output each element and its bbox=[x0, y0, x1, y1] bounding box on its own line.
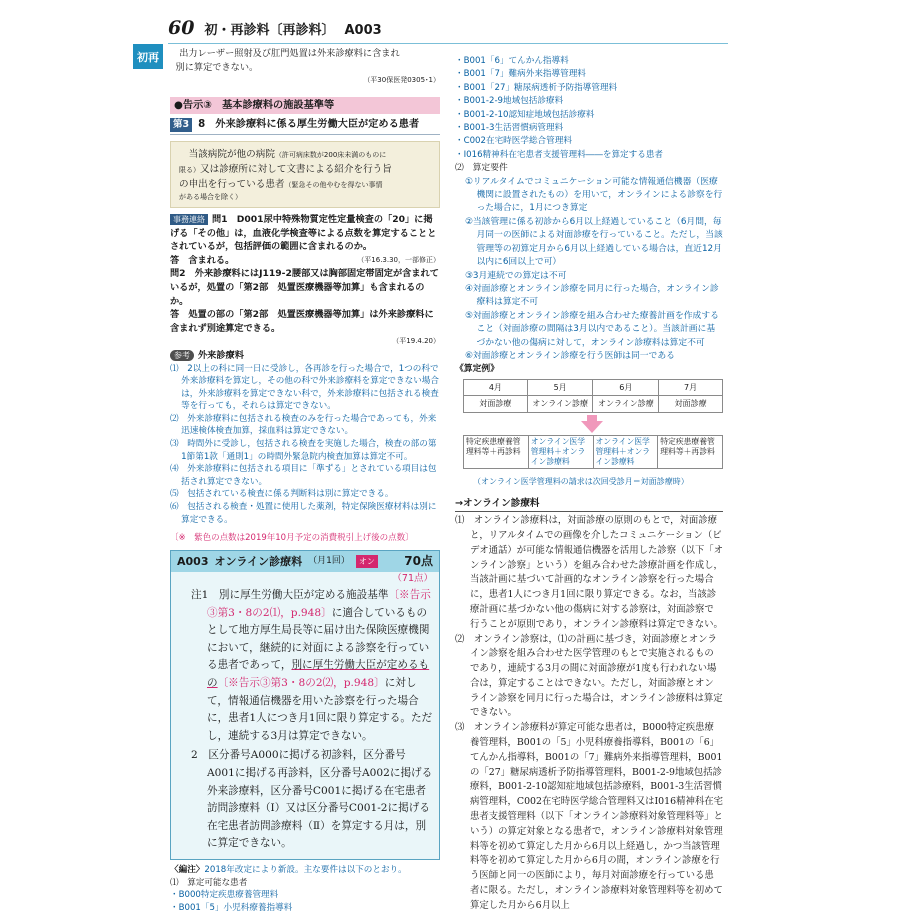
note-2: 2 区分番号A000に掲げる初診料，区分番号A001に掲げる再診料，区分番号A002に掲げる外来診療料，区分番号C001に掲げる在宅患者訪問診療料（Ⅰ）又は区分番号C001-2に掲げる在宅患者訪問診療料（Ⅱ）を算定する月は，別に算定できない。 bbox=[191, 749, 433, 850]
visit-type-cell: オンライン診療 bbox=[593, 396, 659, 413]
reference-title: 外来診療料 bbox=[198, 349, 244, 361]
beige-small-2: 限る） bbox=[179, 165, 200, 174]
question-1: 問1 D001尿中特殊物質定性定量検査の「20」に掲げる「その他」は，血液化学検査等による点数を算定することとされているが，包括評価の範囲に含まれるのか。 bbox=[170, 213, 437, 253]
answer-2-ref: （平19.4.20） bbox=[392, 337, 440, 346]
requirement-rule: ①リアルタイムでコミュニケーション可能な情報通信機器（医療機関に設置されたもの）を用いて，オンラインによる診察を行った場合に，1月につき算定 bbox=[465, 176, 723, 214]
example-schedule-table bbox=[463, 379, 723, 413]
beige-small-3: （緊急その他やむを得ない事情 bbox=[284, 180, 383, 189]
page-header bbox=[168, 17, 382, 43]
eligible-fee-item: ・B001-2-9地域包括診療料 bbox=[455, 96, 564, 107]
fee-points-revised: （71点） bbox=[392, 573, 433, 585]
eligible-fee-item: ・B001「27」糖尿病透析予防指導管理料 bbox=[455, 82, 618, 93]
example-footnote: （オンライン医学管理料の請求は次回受診月＝対面診療時） bbox=[473, 476, 689, 486]
requirement-heading-2: ⑵ 算定要件 bbox=[455, 163, 508, 174]
online-fee-body bbox=[455, 514, 723, 914]
fee-combo-cell: オンライン医学管理料＋オンライン診療料 bbox=[593, 435, 658, 468]
eligible-fee-item: ・C002在宅時医学総合管理料 bbox=[455, 136, 572, 147]
intro-line-1: 出力レーザー照射及び肛門処置は外来診療料に含まれ bbox=[179, 48, 400, 59]
requirement-heading-1: ⑴ 算定可能な患者 bbox=[170, 877, 248, 888]
dai3-heading bbox=[170, 118, 440, 135]
body-paragraph: ⑴ オンライン診療料は，対面診療の原則のもとで，対面診療と，リアルタイムでの画像を介したコミュニケーション（ビデオ通話）が可能な情報通信機器を活用した診察（以下「オンライン診察」という）を組み合わせた診療計画を作成し，当該計画に基づいて計画的なオンライン診察を行った場合に，患者1人につき月1回に限り算定できる。なお，当該診療計画に基づかない他の傷病に対する診察は，対面診察で行うことが原則であり，オンライン診療料は算定できない。 bbox=[455, 515, 723, 630]
tax-notice: 〔※ 紫色の点数は2019年10月予定の消費税引上げ後の点数〕 bbox=[170, 533, 414, 544]
beige-text-2: 又は診療所に対して文書による紹介を行う旨 bbox=[200, 163, 392, 175]
visit-type-cell: オンライン診療 bbox=[527, 396, 593, 413]
fee-combo-cell: 特定疾患療養管理料等＋再診料 bbox=[464, 435, 529, 468]
online-fee-section-title: →オンライン診療料 bbox=[455, 497, 723, 513]
reference-item: ⑵ 外来診療料に包括される検査のみを行った場合であっても，外来迅速検体検査加算，採血料は算定できない。 bbox=[170, 413, 437, 437]
fee-heading bbox=[171, 551, 439, 573]
down-arrow-head-icon bbox=[581, 421, 603, 433]
reference-item: ⑴ 2以上の科に同一日に受診し，各再診を行った場合で，1つの科で外来診療料を算定し，その他の科で外来診療料を算定できない場合は，外来診療料を算定できない科で，外来診療料に包括される検査等を行っても，それらは算定できない。 bbox=[170, 363, 439, 412]
requirement-item: ・B000特定疾患療養管理料 bbox=[170, 890, 279, 901]
answer-1: 答 含まれる。 bbox=[170, 254, 235, 266]
month-cell: 6月 bbox=[593, 379, 659, 396]
eligible-fee-item: ・B001-2-10認知症地域包括診療料 bbox=[455, 109, 595, 120]
header-rule bbox=[168, 43, 728, 44]
online-tag: オン bbox=[356, 555, 378, 569]
visit-type-cell: 対面診療 bbox=[659, 396, 723, 413]
requirement-rule: ③3月連続での算定は不可 bbox=[465, 270, 567, 281]
reference-item: ⑶ 時間外に受診し，包括される検査を実施した場合，検査の部の第1節第1款「通則1」の時間外緊急院内検査加算は算定不可。 bbox=[170, 439, 437, 462]
fee-combo-cell: オンライン医学管理料＋オンライン診療料 bbox=[528, 435, 593, 468]
requirement-item: ・B001「5」小児科療養指導料 bbox=[170, 902, 293, 913]
beige-small-4: がある場合を除く） bbox=[179, 192, 242, 201]
answer-2: 答 処置の部の「第2部 処置医療機器等加算」は外来診療料に含まれず別途算定できる。 bbox=[170, 309, 434, 334]
reference-item: ⑸ 包括されている検査に係る判断料は別に算定できる。 bbox=[170, 489, 394, 500]
reference-label: 参考 bbox=[170, 350, 194, 361]
reference-item: ⑹ 包括される検査・処置に使用した薬剤，特定保険医療材料は別に算定できる。 bbox=[170, 502, 437, 525]
requirement-rule: ⑥対面診療とオンライン診療を行う医師は同一である bbox=[465, 350, 675, 361]
page-number: 60 bbox=[168, 17, 195, 39]
jimu-label: 事務連絡 bbox=[170, 214, 208, 225]
intro-line-2: 別に算定できない。 bbox=[175, 61, 259, 73]
month-cell: 5月 bbox=[527, 379, 593, 396]
body-paragraph: ⑵ オンライン診察は，⑴の計画に基づき，対面診療とオンライン診察を組み合わせた医学管理のもとで実施されるものであり，連続する3月の間に対面診療が1度も行われない場合は，算定することはできない。ただし，対面診療とオンライン診察を同月に行った場合は，オンライン診療料は算定できない。 bbox=[455, 633, 723, 719]
beige-text-3: の申出を行っている患者 bbox=[179, 178, 285, 190]
fee-points: 70点 bbox=[404, 553, 433, 568]
note-1: 注1 別に厚生労働大臣が定める施設基準〔※告示③第3・8の2⑴，p.948〕に適合しているものとして地方厚生局長等に届け出た保険医療機関において，継続的に対面による診察を行っている患者であって，別に厚生労働大臣が定めるもの〔※告示③第3・8の2⑵，p.948〕に対して，情報通信機器を用いた診察を行った場合に，患者1人につき月1回に限り算定する。ただし，連続する3月は算定できない。 bbox=[191, 589, 433, 742]
reference-block bbox=[170, 349, 440, 526]
editor-note-text: 2018年改定により新設。主な要件は以下のとおり。 bbox=[204, 864, 407, 875]
requirement-rule: ②当該管理に係る初診から6月以上経過していること（6月間，毎月同一の医師による対面診療を行っていること。ただし，当該管理等の初算定月から6月以上経過している場合は，直近12月以内に6回以上で可） bbox=[465, 216, 723, 268]
side-index-tab[interactable]: 初再 bbox=[133, 44, 163, 69]
beige-small-1: （許可病床数が200床未満のものに bbox=[274, 150, 387, 159]
requirement-rule: ④対面診療とオンライン診療を同月に行った場合，オンライン診療料は算定不可 bbox=[465, 283, 719, 308]
visit-type-cell: 対面診療 bbox=[464, 396, 528, 413]
kokuji-heading: ●告示③ 基本診療料の施設基準等 bbox=[170, 97, 440, 115]
left-column bbox=[170, 47, 440, 914]
month-cell: 4月 bbox=[464, 379, 528, 396]
header-title: 初・再診料〔再診料〕 bbox=[204, 23, 335, 38]
intro-ref: （平30保医発0305･1） bbox=[363, 76, 440, 85]
fee-code: A003 bbox=[177, 554, 209, 568]
eligible-fee-item: ・B001-3生活習慣病管理料 bbox=[455, 123, 564, 134]
fee-name: オンライン診療料 bbox=[214, 554, 303, 568]
a003-fee-box bbox=[170, 550, 440, 860]
reference-item: ⑷ 外来診療料に包括される項目に「準ずる」とされている項目は包括され算定できない。 bbox=[170, 464, 437, 487]
dai3-badge: 第3 bbox=[170, 118, 192, 132]
editor-note bbox=[170, 864, 440, 914]
beige-text-1: 当該病院が他の病院 bbox=[188, 148, 275, 160]
fee-combo-cell: 特定疾患療養管理料等＋再診料 bbox=[658, 435, 723, 468]
question-2: 問2 外来診療料にはJ119-2腰部又は胸部固定帯固定が含まれているが，処置の「第2部 処置医療機器等加算」も含まれるのか。 bbox=[170, 268, 439, 307]
dai3-title: 8 外来診療料に係る厚生労働大臣が定める患者 bbox=[198, 119, 420, 131]
answer-1-ref: （平16.3.30，一部修正） bbox=[357, 255, 440, 264]
eligible-fee-list bbox=[455, 55, 723, 162]
editor-note-label: 〈編注〉 bbox=[170, 864, 205, 875]
requirements-block bbox=[455, 162, 723, 363]
eligible-fee-item: ・I016精神科在宅患者支援管理料――を算定する患者 bbox=[455, 149, 664, 160]
example-fee-table bbox=[463, 435, 723, 469]
fee-frequency: （月1回） bbox=[308, 555, 350, 566]
patient-definition-box bbox=[170, 141, 440, 208]
requirement-rule: ⑤対面診療とオンライン診療を組み合わせた療養計画を作成すること（対面診療の間隔は3月以内であること）。当該計画に基づかない他の傷病に対して，オンライン診療料は算定不可 bbox=[465, 310, 719, 348]
header-code: A003 bbox=[344, 23, 382, 38]
month-cell: 7月 bbox=[659, 379, 723, 396]
jimu-renraku-block bbox=[170, 213, 440, 349]
body-paragraph: ⑶ オンライン診療料が算定可能な患者は，B000特定疾患療養管理料，B001の「5」小児科療養指導料，B001の「6」てんかん指導料，B001の「7」難病外来指導管理料，B001の「27」糖尿病透析予防指導管理料，B001-2-9地域包括診療料，B001-2-10認知症地域包括診療料，B001-3生活習慣病管理料，C002在宅時医学総合管理料又はI016精神科在宅患者支援管理料（以下「オンライン診療料対象管理料等」という）の算定対象となる患者で，オンライン診療料対象管理料等を初めて算定した月から6月以上経過し，かつ当該管理料等を初めて算定した月から6月の間，オンライン診療を行う医師と同一の医師により，毎月対面診療を行っている患者に限る。ただし，オンライン診療料対象管理料等を初めて算定した月から6月以上 bbox=[455, 722, 723, 911]
eligible-fee-item: ・B001「7」難病外来指導管理料 bbox=[455, 69, 586, 80]
example-heading: 《算定例》 bbox=[455, 364, 499, 375]
eligible-fee-item: ・B001「6」てんかん指導料 bbox=[455, 56, 569, 66]
right-column bbox=[455, 55, 723, 914]
